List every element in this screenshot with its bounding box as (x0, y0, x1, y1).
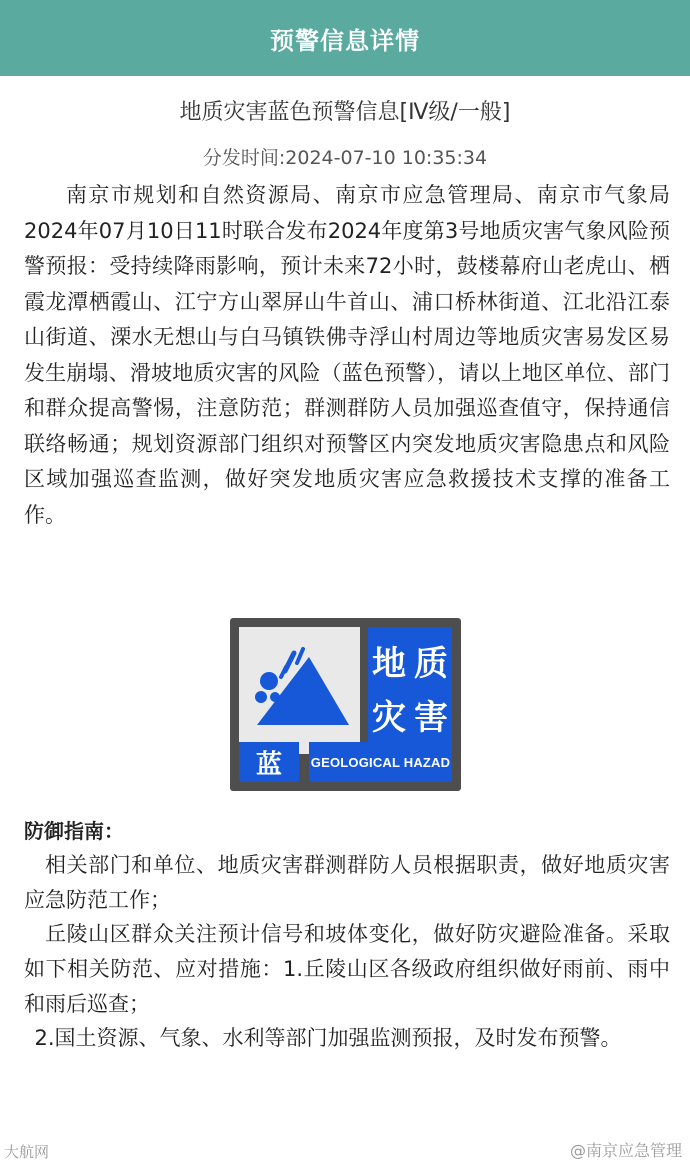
hazard-char-4: 害 (414, 697, 448, 738)
hazard-char-2: 质 (414, 643, 448, 684)
issue-time: 分发时间:2024-07-10 10:35:34 (202, 147, 488, 169)
hazard-type-label (368, 627, 452, 754)
guide-paragraph-2: 丘陵山区群众关注预计信号和坡体变化，做好防灾避险准备。采取如下相关防范、应对措施：1.丘陵山区各级政府组织做好雨前、雨中和雨后巡查； (24, 922, 670, 1016)
page-header (0, 0, 690, 76)
hazard-char-3: 灾 (372, 697, 406, 738)
header-title: 预警信息详情 (270, 26, 420, 55)
warning-title: 地质灾害蓝色预警信息[Ⅳ级/一般] (179, 100, 511, 125)
guide-paragraph-1: 相关部门和单位、地质灾害群测群防人员根据职责，做好地质灾害应急防范工作； (24, 853, 670, 912)
watermark-right: @南京应急管理 (569, 1141, 682, 1160)
guide-heading: 防御指南： (24, 819, 124, 843)
landslide-icon (239, 627, 360, 754)
hazard-char-1: 地 (372, 643, 406, 684)
warning-badge (230, 618, 461, 791)
guide-paragraph-3: 2.国土资源、气象、水利等部门加强监测预报，及时发布预警。 (34, 1026, 622, 1050)
watermark-left: 大航网 (4, 1143, 50, 1161)
hazard-english-label: GEOLOGICAL HAZAD (309, 742, 452, 782)
warning-level: 蓝 (239, 742, 299, 782)
warning-body: 南京市规划和自然资源局、南京市应急管理局、南京市气象局2024年07月10日11时联合发布2024年度第3号地质灾害气象风险预警预报：受持续降雨影响，预计未来72小时，鼓楼幕府山老虎山、栖霞龙潭栖霞山、江宁方山翠屏山牛首山、浦口桥林街道、江北沿江泰山街道、溧水无想山与白马镇铁佛寺浮山村周边等地质灾害易发区易发生崩塌、滑坡地质灾害的风险（蓝色预警），请以上地区单位、部门和群众提高警惕，注意防范；群测群防人员加强巡查值守，保持通信联络畅通；规划资源部门组织对预警区内突发地质灾害隐患点和风险区域加强巡查监测，做好突发地质灾害应急救援技术支撑的准备工作。 (24, 183, 670, 527)
